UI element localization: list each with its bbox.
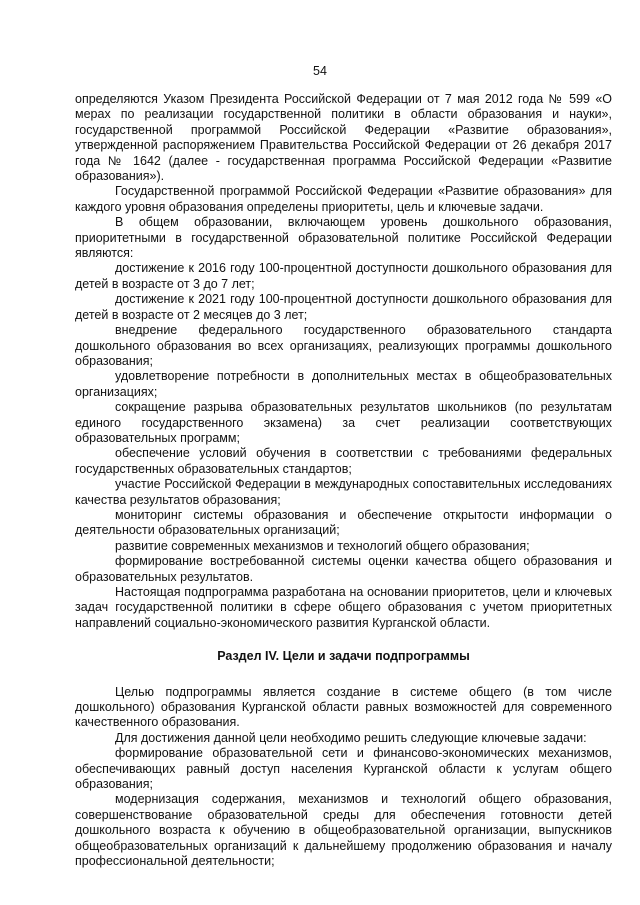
paragraph: модернизация содержания, механизмов и технологий общего образования, совершенствование образовательной среды для обеспечения готовности детей дошкольного возраста к обучению в общеобразовательной организации, выпускников общеобразовательных организаций к дальнейшему продолжению образования и началу профессиональной деятельности;: [75, 792, 612, 869]
paragraph: достижение к 2016 году 100-процентной доступности дошкольного образования для детей в возрасте от 3 до 7 лет;: [75, 261, 612, 291]
paragraph: В общем образовании, включающем уровень дошкольного образования, приоритетными в государственной образовательной политике Российской Федерации являются:: [75, 215, 612, 261]
paragraph: развитие современных механизмов и технологий общего образования;: [115, 538, 530, 553]
section-heading: Раздел IV. Цели и задачи подпрограммы: [217, 649, 470, 664]
paragraph: сокращение разрыва образовательных результатов школьников (по результатам единого государственного экзамена) за счет реализации соответствующих образовательных программ;: [75, 400, 612, 445]
paragraphs-after-section: [75, 685, 612, 870]
paragraph: Настоящая подпрограмма разработана на основании приоритетов, цели и ключевых задач государственной политики в сфере общего образования с учетом приоритетных направлений социально-экономического развития Курганской области.: [75, 585, 612, 630]
paragraph: мониторинг системы образования и обеспечение открытости информации о деятельности образовательных организаций;: [75, 507, 612, 538]
paragraph: определяются Указом Президента Российской Федерации от 7 мая 2012 года № 599 «О мерах по реализации государственной политики в области образования и науки», государственной программой Российской Федерации «Развитие образования», утвержденной распоряжением Правительства Российской Федерации от 26 декабря 2017 года № 1642 (далее - государственная программа Российской Федерации «Развитие образования»).: [75, 92, 612, 184]
paragraph: Для достижения данной цели необходимо решить следующие ключевые задачи:: [115, 730, 587, 745]
paragraph: участие Российской Федерации в международных сопоставительных исследованиях качества результатов образования;: [75, 477, 612, 507]
document-body: [75, 92, 612, 870]
paragraph: формирование образовательной сети и финансово-экономических механизмов, обеспечивающих равный доступ населения Курганской области к услугам общего образования;: [75, 746, 612, 792]
paragraph: удовлетворение потребности в дополнительных местах в общеобразовательных организациях;: [75, 369, 612, 399]
paragraph: Целью подпрограммы является создание в системе общего (в том числе дошкольного) образования Курганской области равных возможностей для современного качественного образования.: [75, 684, 612, 730]
paragraph: обеспечение условий обучения в соответствии с требованиями федеральных государственных образовательных стандартов;: [75, 446, 612, 476]
paragraph: формирование востребованной системы оценки качества общего образования и образовательных результатов.: [75, 554, 612, 584]
page-number: 54: [313, 64, 327, 78]
paragraphs-before-section: [75, 92, 612, 631]
paragraph: внедрение федерального государственного образовательного стандарта дошкольного образования во всех организациях, реализующих программы дошкольного образования;: [75, 323, 612, 368]
paragraph: достижение к 2021 году 100-процентной доступности дошкольного образования для детей в возрасте от 2 месяцев до 3 лет;: [75, 292, 612, 322]
paragraph: Государственной программой Российской Федерации «Развитие образования» для каждого уровня образования определены приоритеты, цель и ключевые задачи.: [75, 184, 612, 214]
